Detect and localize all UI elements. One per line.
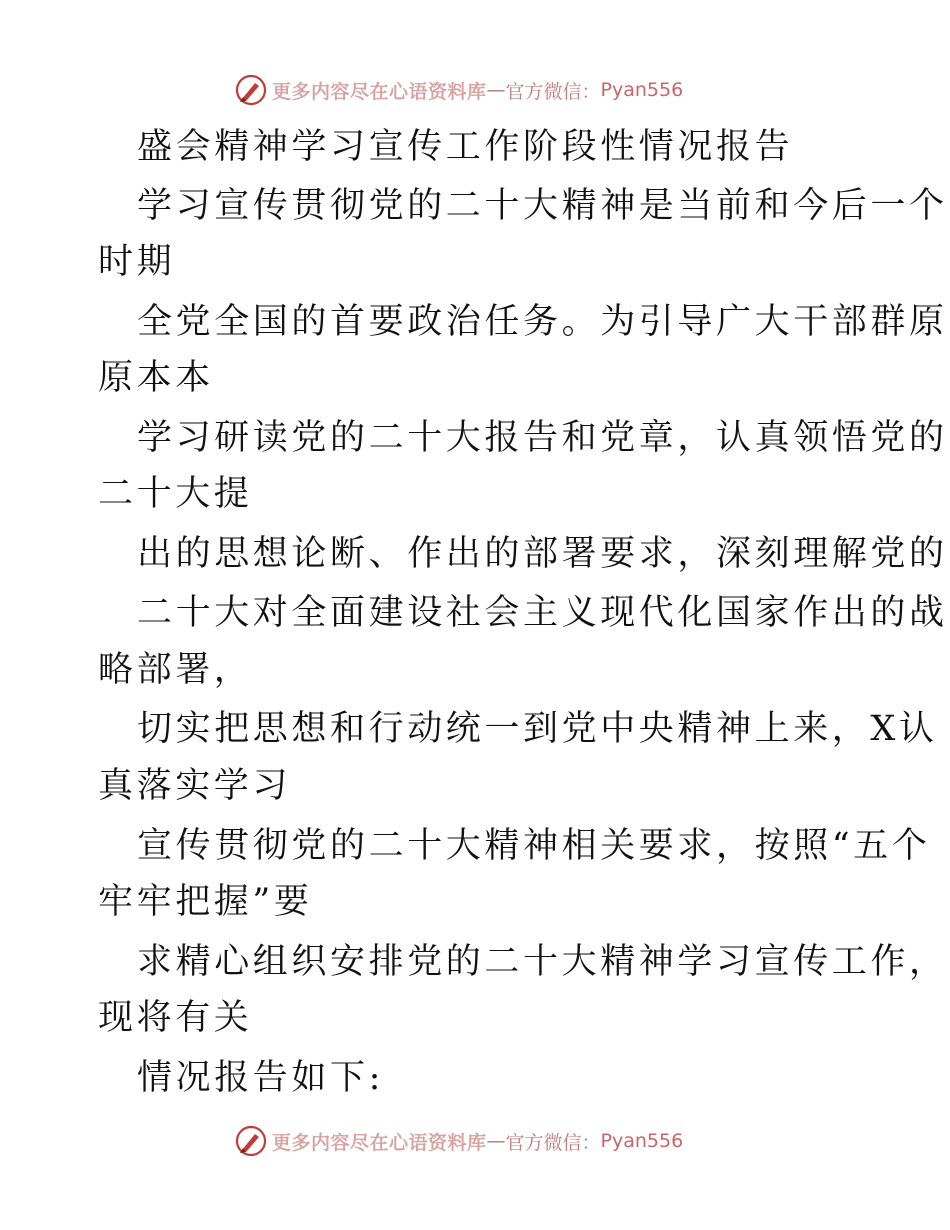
paragraph-line: 现将有关: [98, 998, 253, 1038]
paragraph-line: 切实把思想和行动统一到党中央精神上来，X认: [137, 709, 938, 749]
footer-slogan: 更多内容尽在心语资料库: [272, 1131, 487, 1154]
paragraph-line: 二十大提: [98, 474, 253, 514]
header-wechat-account: Pyan556: [600, 79, 684, 101]
paragraph-line: 全党全国的首要政治任务。为引导广大干部群原: [137, 302, 948, 342]
paragraph-line: 学习研读党的二十大报告和党章，认真领悟党的: [137, 418, 948, 458]
paragraph-line: 时期: [98, 242, 176, 282]
paragraph-line: 二十大对全面建设社会主义现代化国家作出的战: [137, 593, 948, 633]
paragraph-line: 原本本: [98, 358, 214, 398]
red-pen-logo-icon: [234, 1124, 268, 1158]
header-dash: —: [486, 79, 506, 101]
paragraph-line: 学习宣传贯彻党的二十大精神是当前和今后一个: [137, 186, 948, 226]
footer-watermark: [234, 1124, 683, 1158]
header-wechat-label: 官方微信：: [505, 80, 601, 103]
header-watermark: [234, 73, 683, 107]
document-title: 盛会精神学习宣传工作阶段性情况报告: [137, 127, 794, 167]
paragraph-line: 求精心组织安排党的二十大精神学习宣传工作，: [137, 942, 948, 982]
paragraph-line: 牢牢把握”要: [98, 882, 313, 922]
paragraph-line: 略部署，: [98, 650, 253, 690]
header-slogan: 更多内容尽在心语资料库: [272, 80, 487, 103]
paragraph-line: 情况报告如下:: [137, 1058, 384, 1098]
red-pen-logo-icon: [234, 73, 268, 107]
footer-dash: —: [486, 1130, 506, 1152]
paragraph-line: 宣传贯彻党的二十大精神相关要求，按照“五个: [137, 826, 931, 866]
paragraph-line: 出的思想论断、作出的部署要求，深刻理解党的: [137, 534, 948, 574]
footer-wechat-account: Pyan556: [600, 1130, 684, 1152]
footer-wechat-label: 官方微信：: [505, 1131, 601, 1154]
paragraph-line: 真落实学习: [98, 766, 292, 806]
